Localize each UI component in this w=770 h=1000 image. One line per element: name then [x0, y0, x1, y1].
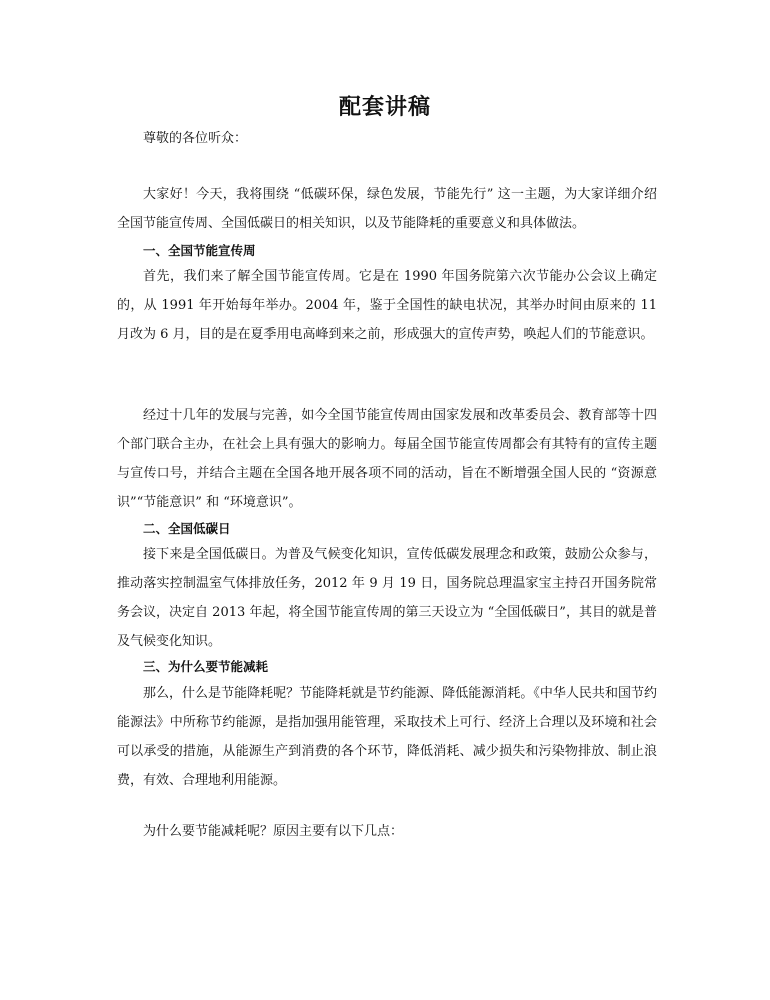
paragraph-intro-text: 大家好！今天，我将围绕 “低碳环保，绿色发展，节能先行” 这一主题，为大家详细介绍全国节能宣传周、全国低碳日的相关知识，以及节能降耗的重要意义和具体做法。: [117, 187, 657, 231]
section-heading-low-carbon-day-text: 二、全国低碳日: [143, 521, 231, 536]
paragraph-intro: [117, 180, 657, 238]
paragraph-energy-week-2-text: 经过十几年的发展与完善，如今全国节能宣传周由国家发展和改革委员会、教育部等十四个部门联合主办，在社会上具有强大的影响力。每届全国节能宣传周都会有其特有的宣传主题与宣传口号，并结合主题在全国各地开展各项不同的活动，旨在不断增强全国人民的 “资源意识”“节能意识” 和 “环境意识”。: [117, 408, 657, 510]
section-heading-low-carbon-day: [117, 514, 657, 543]
paragraph-energy-week-1: [117, 262, 657, 349]
section-heading-energy-week: [117, 236, 657, 265]
salutation: [117, 124, 657, 153]
paragraph-low-carbon-day-text: 接下来是全国低碳日。为普及气候变化知识，宣传低碳发展理念和政策，鼓励公众参与，推动落实控制温室气体排放任务，2012 年 9 月 19 日，国务院总理温家宝主持召开国务院常务会议，决定自 2013 年起，将全国节能宣传周的第三天设立为 “全国低碳日”，其目的就是普及气候变化知识。: [117, 547, 657, 649]
salutation-text: 尊敬的各位听众：: [143, 131, 248, 146]
document-title: 配套讲稿: [338, 95, 431, 120]
paragraph-energy-week-1-text: 首先，我们来了解全国节能宣传周。它是在 1990 年国务院第六次节能办公会议上确定的，从 1991 年开始每年举办。2004 年，鉴于全国性的缺电状况，其举办时间由原来的 11 月改为 6 月，目的是在夏季用电高峰到来之前，形成强大的宣传声势，唤起人们的节能意识。: [117, 269, 657, 342]
paragraph-low-carbon-day: [117, 540, 657, 656]
paragraph-why-save-energy-1: [117, 679, 657, 795]
paragraph-why-save-energy-1-text: 那么，什么是节能降耗呢？节能降耗就是节约能源、降低能源消耗。《中华人民共和国节约能源法》中所称节约能源，是指加强用能管理，采取技术上可行、经济上合理以及环境和社会可以承受的措施，从能源生产到消费的各个环节，降低消耗、减少损失和污染物排放、制止浪费，有效、合理地利用能源。: [117, 686, 657, 788]
paragraph-why-save-energy-2-text: 为什么要节能减耗呢？原因主要有以下几点：: [143, 824, 404, 839]
paragraph-energy-week-2: [117, 401, 657, 517]
section-heading-why-save-energy: [117, 652, 657, 681]
section-heading-energy-week-text: 一、全国节能宣传周: [143, 243, 256, 258]
paragraph-why-save-energy-2: [117, 817, 657, 846]
section-heading-why-save-energy-text: 三、为什么要节能减耗: [143, 659, 269, 674]
